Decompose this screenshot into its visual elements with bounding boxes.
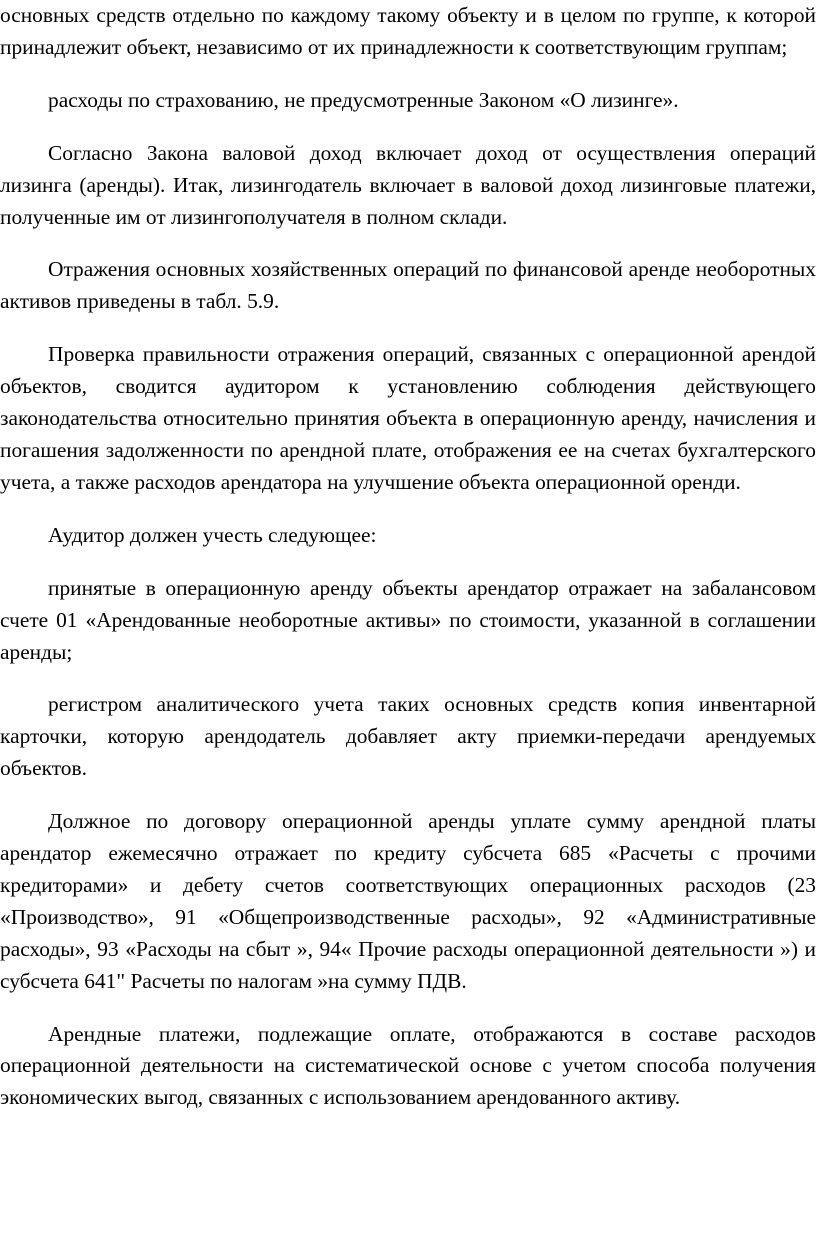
paragraph: расходы по страхованию, не предусмотренные Законом «О лизинге». bbox=[48, 87, 679, 112]
paragraph: регистром аналитического учета таких основных средств копия инвентарной карточки, которую арендодатель добавляет акту приемки-передачи арендуемых объектов. bbox=[0, 692, 816, 781]
paragraph: Арендные платежи, подлежащие оплате, отображаются в составе расходов операционной деятельности на систематической основе с учетом способа получения экономических выгод, связанных с использованием арендованного активу. bbox=[0, 1021, 816, 1110]
paragraph: Проверка правильности отражения операций, связанных с операционной арендой объектов, сводится аудитором к установлению соблюдения действующего законодательства относительно принятия объекта в операционную аренду, начисления и погашения задолженности по арендной плате, отображения ее на счетах бухгалтерского учета, а также расходов арендатора на улучшение объекта операционной оренди. bbox=[0, 342, 816, 494]
paragraph: принятые в операционную аренду объекты арендатор отражает на забалансовом счете 01 «Арендованные необоротные активы» по стоимости, указанной в соглашении аренды; bbox=[0, 575, 816, 664]
paragraph: Отражения основных хозяйственных операций по финансовой аренде необоротных активов приведены в табл. 5.9. bbox=[0, 257, 816, 314]
paragraph: Аудитор должен учесть следующее: bbox=[48, 522, 377, 547]
paragraph-continuation: основных средств отдельно по каждому такому объекту и в целом по группе, к которой принадлежит объект, независимо от их принадлежности к соответствующим группам; bbox=[0, 3, 816, 59]
paragraph: Согласно Закона валовой доход включает доход от осуществления операций лизинга (аренды). Итак, лизингодатель включает в валовой доход лизинговые платежи, полученные им от лизингополучателя в полном склади. bbox=[0, 140, 816, 229]
paragraph: Должное по договору операционной аренды уплате сумму арендной платы арендатор ежемесячно отражает по кредиту субсчета 685 «Расчеты с прочими кредиторами» и дебету счетов соответствующих операционных расходов (23 «Производство», 91 «Общепроизводственные расходы», 92 «Административные расходы», 93 «Расходы на сбыт », 94« Прочие расходы операционной деятельности ») и субсчета 641" Расчеты по налогам »на сумму ПДВ. bbox=[0, 809, 816, 993]
